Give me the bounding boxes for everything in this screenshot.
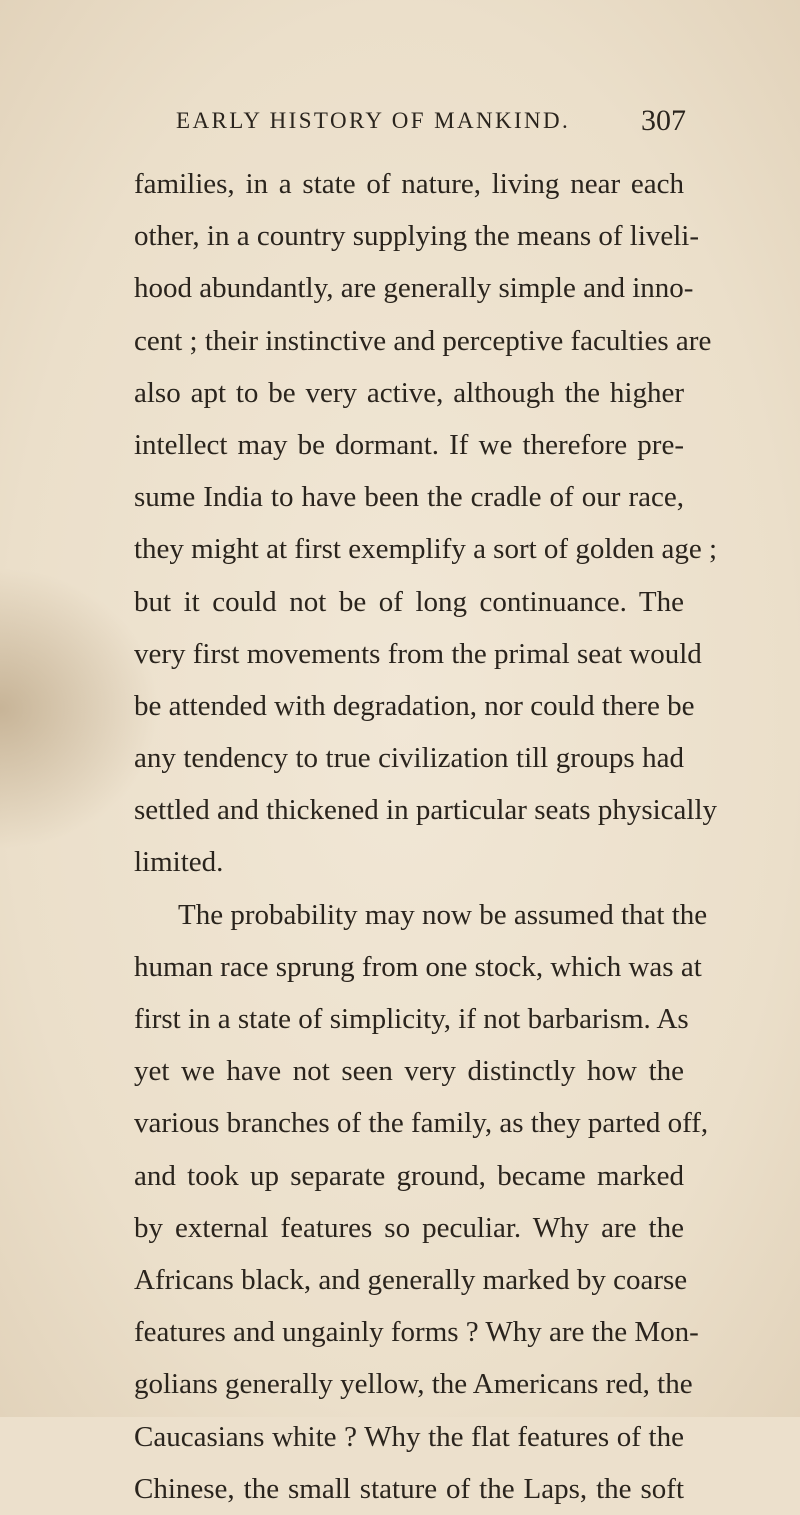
text-line: hood abundantly, are generally simple and inno-: [134, 272, 694, 305]
text-line: golians generally yellow, the Americans red, the: [134, 1368, 693, 1401]
text-line: yet we have not seen very distinctly how the: [134, 1055, 684, 1088]
text-line: sume India to have been the cradle of our race,: [134, 481, 684, 514]
text-line: be attended with degradation, nor could there be: [134, 689, 695, 722]
text-line: other, in a country supplying the means of liveli-: [134, 220, 700, 253]
text-line: and took up separate ground, became marked: [134, 1159, 684, 1192]
text-line: first in a state of simplicity, if not barbarism. As: [134, 1003, 689, 1035]
text-line: various branches of the family, as they parted off,: [134, 1107, 709, 1140]
text-line: they might at first exemplify a sort of golden age ;: [134, 533, 718, 566]
text-line: Africans black, and generally marked by coarse: [134, 1263, 688, 1296]
text-line: Caucasians white ? Why the flat features of the: [134, 1420, 684, 1453]
text-line: very first movements from the primal seat would: [134, 637, 702, 670]
text-line: Chinese, the small stature of the Laps, the soft: [134, 1472, 684, 1505]
text-line: features and ungainly forms ? Why are the Mon-: [134, 1316, 699, 1349]
text-line: but it could not be of long continuance. The: [134, 585, 684, 618]
running-title: EARLY HISTORY OF MANKIND.: [176, 108, 571, 133]
text-line: limited.: [134, 846, 224, 879]
text-line: cent ; their instinctive and perceptive faculties are: [134, 324, 712, 357]
text-line: families, in a state of nature, living near each: [134, 168, 684, 200]
text-line: The probability may now be assumed that the: [178, 898, 708, 931]
text-line: human race sprung from one stock, which was at: [134, 950, 702, 983]
body-text: [134, 158, 718, 1515]
page-number: 307: [641, 104, 686, 137]
text-line: settled and thickened in particular seats physically: [134, 794, 718, 827]
text-line: by external features so peculiar. Why are the: [134, 1211, 684, 1244]
text-line: also apt to be very active, although the higher: [134, 376, 684, 409]
page-header: [176, 104, 686, 138]
text-line: any tendency to true civilization till groups had: [134, 742, 684, 775]
text-line: intellect may be dormant. If we therefore pre-: [134, 428, 684, 461]
